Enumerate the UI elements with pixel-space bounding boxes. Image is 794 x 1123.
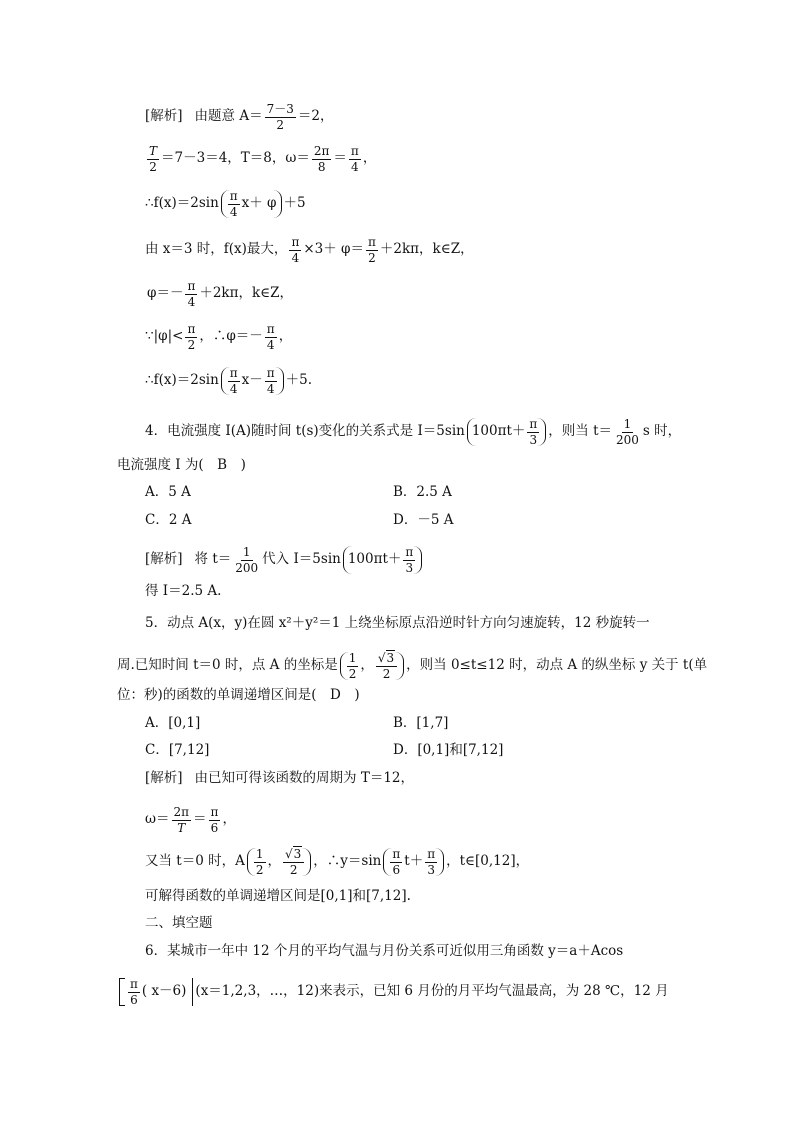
question-4-solution-2 <box>145 585 221 599</box>
text: 代入 I＝5sin <box>262 551 341 568</box>
fraction: $\frac{\pi}{4}$ <box>187 279 196 309</box>
option-b: B．[1,7] <box>393 715 449 731</box>
text: ＋2kπ，k∈Z， <box>199 285 294 302</box>
section-heading <box>145 917 213 931</box>
fraction: $\frac{\pi}{6}$ <box>210 805 219 835</box>
text: 由 x＝3 时，f(x)最大， <box>145 241 288 258</box>
text: (x＝1,2,3，…，12)来表示，已知 6 月份的月平均气温最高，为 28 ℃，12 月 <box>195 983 669 1000</box>
text: ， <box>362 150 377 167</box>
fraction: $\frac{\pi}{4}$ <box>350 144 359 174</box>
text: ∴f(x)＝2sin <box>145 372 219 389</box>
question-6-stem <box>145 945 623 959</box>
solution-line-5 <box>147 280 293 308</box>
fraction: $\frac{\pi}{2}$ <box>367 235 376 265</box>
text: ＝2， <box>297 108 334 125</box>
fraction: $\frac{2\pi}{8}$ <box>313 144 330 174</box>
question-4-stem <box>145 418 681 446</box>
solution-line-4 <box>145 236 474 264</box>
solution-line-6 <box>145 323 292 351</box>
fraction: $\frac{\pi}{4}$ <box>291 235 300 265</box>
text: 4．电流强度 I(A)随时间 t(s)变化的关系式是 I＝5sin <box>145 423 465 440</box>
text: φ＝－ <box>147 285 184 302</box>
fraction: $\frac{7-3}{2}$ <box>266 102 294 132</box>
text: ω＝ <box>145 811 170 828</box>
text: ＋2kπ，k∈Z， <box>379 241 474 258</box>
solution-line-1 <box>145 103 333 131</box>
question-5-stem-cont <box>117 652 707 680</box>
question-4-stem-cont <box>117 459 246 473</box>
question-6-stem-cont <box>117 978 669 1006</box>
text: ＋5 <box>283 195 306 212</box>
text: ∴f(x)＝2sin <box>145 195 219 212</box>
question-4-solution-1 <box>145 546 424 574</box>
text: 电流强度 I 为( B ) <box>117 457 246 473</box>
option-b: B．2.5 A <box>393 484 452 500</box>
option-a: A．5 A <box>145 484 191 500</box>
text: ＋5. <box>285 372 313 389</box>
text: ， <box>222 811 236 828</box>
text: 又当 t＝0 时，A <box>145 853 245 870</box>
question-5-stem-cont-2 <box>117 689 360 703</box>
option-d: D．－5 A <box>393 512 454 528</box>
fraction: $\frac{\pi}{4}$ <box>266 322 275 352</box>
fraction: $\frac{1}{200}$ <box>235 545 259 575</box>
option-c: C．2 A <box>145 512 192 528</box>
text: 由已知可得该函数的周期为 T＝12， <box>194 770 415 786</box>
text: 由题意 A＝ <box>194 108 263 125</box>
text: ∵|φ|< <box>145 328 184 345</box>
text: ，则当 0≤t≤12 时，动点 A 的纵坐标 y 关于 t(单 <box>406 657 708 674</box>
text: 周.已知时间 t＝0 时，点 A 的坐标是 <box>117 657 338 674</box>
fraction: $\frac{2\pi}{T}$ <box>173 805 190 835</box>
solution-label: [解析] <box>145 108 183 125</box>
fraction: $\frac{\pi}{2}$ <box>187 322 196 352</box>
parentheses: $\frac{1}{2}$ ， $\frac{√3}{2}$ <box>340 652 404 680</box>
parentheses: 100πt＋ $\frac{\pi}{3}$ <box>343 546 422 574</box>
text: 6．某城市一年中 12 个月的平均气温与月份关系可近似用三角函数 y＝a＋Acos <box>145 943 624 959</box>
text: ＝ <box>193 811 207 828</box>
text: ，则当 t＝ <box>548 423 613 440</box>
solution-line-2 <box>145 145 376 173</box>
text: 5．动点 A(x，y)在圆 x²＋y²＝1 上绕坐标原点沿逆时针方向匀速旋转，12 秒旋转一 <box>145 615 650 631</box>
parentheses: $\frac{\pi}{6}$ t＋ $\frac{\pi}{3}$ <box>383 848 444 876</box>
question-5-stem <box>145 617 650 631</box>
solution-line-7 <box>145 367 312 395</box>
text: 二、填空题 <box>145 915 213 931</box>
option-d: D．[0,1]和[7,12] <box>393 742 504 758</box>
fraction: $\frac{T}{2}$ <box>149 144 158 174</box>
text: ，∴φ＝－ <box>199 328 263 345</box>
text: ，t∈[0,12]， <box>446 853 530 870</box>
parentheses: $\frac{\pi}{4}$ x－ $\frac{\pi}{4}$ <box>221 367 284 395</box>
text: ＝ <box>333 150 347 167</box>
text: ， <box>278 328 293 345</box>
parentheses: $\frac{\pi}{4}$ x＋ φ <box>221 190 282 218</box>
question-5-solution-2 <box>145 806 236 834</box>
fraction: $\frac{1}{200}$ <box>616 417 639 447</box>
parentheses: 100πt＋ $\frac{\pi}{3}$ <box>467 418 546 446</box>
text: 得 I＝2.5 A. <box>145 583 222 599</box>
solution-label: [解析] <box>145 551 183 568</box>
option-c: C．[7,12] <box>145 742 210 758</box>
question-5-solution-3 <box>145 848 529 876</box>
text: s 时， <box>642 423 682 440</box>
parentheses: $\frac{1}{2}$ ， $\frac{√3}{2}$ <box>247 848 311 876</box>
text: ，∴y＝sin <box>313 853 382 870</box>
text: ×3＋ φ＝ <box>303 241 364 258</box>
solution-label: [解析] <box>145 770 183 786</box>
question-5-solution-4 <box>145 890 411 904</box>
question-5-solution-1 <box>145 772 414 786</box>
text: 将 t＝ <box>194 551 232 568</box>
text: 可解得函数的单调递增区间是[0,1]和[7,12]. <box>145 888 411 904</box>
solution-line-3 <box>145 190 306 218</box>
text: 位：秒)的函数的单调递增区间是( D ) <box>117 687 360 703</box>
brackets: $\frac{\pi}{6}$ ( x－6) <box>119 978 193 1006</box>
option-a: A．[0,1] <box>145 715 201 731</box>
text: ＝7－3＝4，T＝8，ω＝ <box>161 150 310 167</box>
